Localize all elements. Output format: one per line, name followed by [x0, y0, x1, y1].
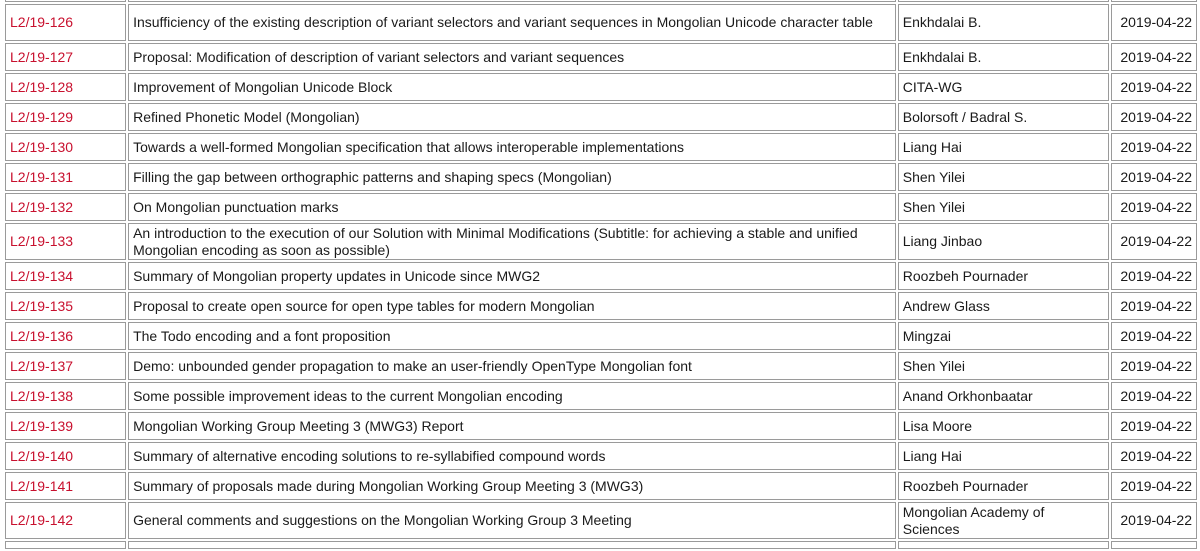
document-author: Mingzai	[898, 322, 1109, 350]
document-number-link[interactable]: L2/19-128	[10, 78, 74, 95]
document-title: Summary of Mongolian property updates in Unicode since MWG2	[128, 262, 896, 290]
document-author: Lisa Moore	[898, 412, 1109, 440]
document-number-link[interactable]: L2/19-126	[10, 14, 74, 30]
document-title: Summary of proposals made during Mongolian Working Group Meeting 3 (MWG3)	[128, 472, 896, 500]
document-title: Proposal: Modification of description of variant selectors and variant sequences	[128, 43, 896, 71]
table-row	[5, 412, 1197, 440]
cell-id	[5, 133, 126, 161]
table-row	[5, 193, 1197, 221]
document-author: Enkhdalai B.	[898, 4, 1109, 41]
cell-id	[5, 73, 126, 101]
document-number-link[interactable]: L2/19-136	[10, 327, 74, 344]
cell-title	[128, 0, 896, 2]
document-number-link[interactable]: L2/19-131	[10, 168, 74, 185]
table-row	[5, 322, 1197, 350]
table-row	[5, 502, 1197, 539]
document-date: 2019-04-22	[1111, 4, 1197, 41]
cell-id	[5, 352, 126, 380]
document-title: Improvement of Mongolian Unicode Block	[128, 73, 896, 101]
document-title: Filling the gap between orthographic patterns and shaping specs (Mongolian)	[128, 163, 896, 191]
document-number-link[interactable]: L2/19-130	[10, 138, 74, 155]
table-row	[5, 4, 1197, 41]
document-title: General comments and suggestions on the Mongolian Working Group 3 Meeting	[128, 502, 896, 539]
cell-id	[5, 262, 126, 290]
document-number-link[interactable]: L2/19-133	[10, 233, 74, 249]
document-date: 2019-04-22	[1111, 103, 1197, 131]
document-date: 2019-04-22	[1111, 133, 1197, 161]
cell-id	[5, 442, 126, 470]
document-author: Shen Yilei	[898, 352, 1109, 380]
document-title: Summary of alternative encoding solutions to re-syllabified compound words	[128, 442, 896, 470]
document-number-link[interactable]: L2/19-140	[10, 447, 74, 464]
cell-id	[5, 193, 126, 221]
document-title: Towards a well-formed Mongolian specification that allows interoperable implementations	[128, 133, 896, 161]
cell-id	[5, 412, 126, 440]
document-number-link[interactable]: L2/19-129	[10, 108, 74, 125]
document-number-link[interactable]: L2/19-137	[10, 357, 74, 374]
document-author: Roozbeh Pournader	[898, 472, 1109, 500]
cell-id	[5, 43, 126, 71]
document-number-link[interactable]: L2/19-127	[10, 48, 74, 65]
document-title: Insufficiency of the existing description of variant selectors and variant sequences in Mongolian Unicode character table	[128, 4, 896, 41]
cell-id	[5, 382, 126, 410]
document-title: Some possible improvement ideas to the current Mongolian encoding	[128, 382, 896, 410]
document-date: 2019-04-22	[1111, 472, 1197, 500]
document-number-link[interactable]: L2/19-139	[10, 417, 74, 434]
table-row	[5, 73, 1197, 101]
document-date: 2019-04-22	[1111, 292, 1197, 320]
table-row	[5, 262, 1197, 290]
document-date: 2019-04-22	[1111, 223, 1197, 260]
document-date: 2019-04-22	[1111, 502, 1197, 539]
document-title: Refined Phonetic Model (Mongolian)	[128, 103, 896, 131]
document-number-link[interactable]: L2/19-141	[10, 477, 74, 494]
document-title: An introduction to the execution of our Solution with Minimal Modifications (Subtitle: for achieving a stable and unified Mongolian encoding as soon as possible)	[128, 223, 896, 260]
cell-date	[1111, 0, 1197, 2]
table-row	[5, 43, 1197, 71]
document-author: Liang Jinbao	[898, 223, 1109, 260]
cell-id	[5, 322, 126, 350]
cell-id	[5, 163, 126, 191]
document-author: CITA-WG	[898, 73, 1109, 101]
table-row	[5, 472, 1197, 500]
cell-id	[5, 4, 126, 41]
document-rows	[5, 0, 1197, 549]
document-title: On Mongolian punctuation marks	[128, 193, 896, 221]
cell-author	[898, 0, 1109, 2]
document-date: 2019-04-22	[1111, 322, 1197, 350]
cell-id	[5, 502, 126, 539]
document-author: Anand Orkhonbaatar	[898, 382, 1109, 410]
document-author: Andrew Glass	[898, 292, 1109, 320]
partial-row-bottom	[5, 541, 1197, 549]
document-date: 2019-04-22	[1111, 412, 1197, 440]
cell-id	[5, 541, 126, 549]
cell-id	[5, 0, 126, 2]
document-date: 2019-04-22	[1111, 43, 1197, 71]
cell-id	[5, 223, 126, 260]
document-date: 2019-04-22	[1111, 352, 1197, 380]
document-author: Liang Hai	[898, 442, 1109, 470]
cell-id	[5, 292, 126, 320]
table-row	[5, 163, 1197, 191]
table-row	[5, 103, 1197, 131]
document-date: 2019-04-22	[1111, 193, 1197, 221]
cell-author	[898, 541, 1109, 549]
document-author: Enkhdalai B.	[898, 43, 1109, 71]
cell-title	[128, 541, 896, 549]
table-row	[5, 292, 1197, 320]
table-row	[5, 133, 1197, 161]
document-number-link[interactable]: L2/19-138	[10, 387, 74, 404]
document-author: Liang Hai	[898, 133, 1109, 161]
document-register-table	[3, 0, 1199, 551]
document-author: Shen Yilei	[898, 163, 1109, 191]
document-date: 2019-04-22	[1111, 382, 1197, 410]
document-title: Mongolian Working Group Meeting 3 (MWG3) Report	[128, 412, 896, 440]
cell-id	[5, 472, 126, 500]
document-number-link[interactable]: L2/19-132	[10, 198, 74, 215]
document-author: Bolorsoft / Badral S.	[898, 103, 1109, 131]
cell-date	[1111, 541, 1197, 549]
document-author: Mongolian Academy of Sciences	[898, 502, 1109, 539]
document-date: 2019-04-22	[1111, 262, 1197, 290]
document-number-link[interactable]: L2/19-135	[10, 297, 74, 314]
document-number-link[interactable]: L2/19-134	[10, 267, 74, 284]
table-row	[5, 352, 1197, 380]
partial-row-top	[5, 0, 1197, 2]
document-number-link[interactable]: L2/19-142	[10, 512, 74, 528]
table-row	[5, 223, 1197, 260]
document-title: Proposal to create open source for open type tables for modern Mongolian	[128, 292, 896, 320]
document-author: Shen Yilei	[898, 193, 1109, 221]
table-row	[5, 442, 1197, 470]
table-row	[5, 382, 1197, 410]
document-title: The Todo encoding and a font proposition	[128, 322, 896, 350]
document-date: 2019-04-22	[1111, 73, 1197, 101]
document-author: Roozbeh Pournader	[898, 262, 1109, 290]
document-title: Demo: unbounded gender propagation to make an user-friendly OpenType Mongolian font	[128, 352, 896, 380]
document-date: 2019-04-22	[1111, 163, 1197, 191]
cell-id	[5, 103, 126, 131]
document-date: 2019-04-22	[1111, 442, 1197, 470]
